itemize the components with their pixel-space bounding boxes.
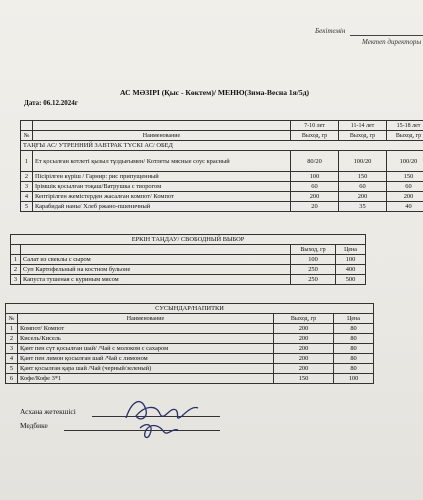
table-row: 4 Қант пен лимон қосылған шай /Чай с лимоном 200 80 — [6, 354, 374, 364]
col-yield-header-3: Выход, гр — [387, 131, 423, 141]
age-group-1: 7-10 лет — [291, 121, 339, 131]
col-number-header: № — [21, 131, 33, 141]
menu-date: Дата: 06.12.2024г — [24, 99, 78, 107]
approval-line — [350, 35, 423, 36]
table-row: 4 Кептірілген жемістерден жасалған компот/ Компот 200 200 200 — [21, 192, 423, 202]
table-row: 1 Компот/ Компот 200 80 — [6, 324, 374, 334]
section-breakfast-lunch: ТАҢҒЫ АС/ УТРЕННИЙ ЗАВТРАК ТҮСКІ АС/ ОБЕД — [21, 141, 423, 151]
col-yield-header-2: Выход, гр — [339, 131, 387, 141]
table-row: 2 Суп Картофельный на костном бульоне 250 400 — [11, 265, 366, 275]
table-row: 1 Салат из свеклы с сыром 100 100 — [11, 255, 366, 265]
approval-label: Бекітемін — [315, 27, 346, 35]
free-choice-table — [10, 234, 366, 285]
table-row: 5 Карабидай наны/ Хлеб ржано-пшеничный 20 35 40 — [21, 202, 423, 212]
drinks-col-name: Наименование — [18, 314, 274, 324]
col-yield-header-1: Выход, гр — [291, 131, 339, 141]
col-name-header: Наименование — [33, 131, 291, 141]
nurse-signature-label: Медбике — [20, 421, 48, 430]
cook-signature-label: Асхана жетекшісі — [20, 407, 76, 416]
free-col-yield: Выход, гр — [291, 245, 336, 255]
drinks-col-yield: Выход, гр — [274, 314, 334, 324]
free-col-price: Цена — [336, 245, 366, 255]
approval-position: Мектеп директоры — [362, 38, 422, 46]
menu-title: АС МӘЗІРІ (Қыс - Көктем)/ МЕНЮ(Зима-Весна 1я/5д) — [120, 88, 310, 97]
age-group-3: 15-18 лет — [387, 121, 423, 131]
drinks-col-number: № — [6, 314, 18, 324]
breakfast-table — [20, 120, 423, 212]
drinks-table — [5, 303, 374, 384]
table-row: 1 Ет қосылған котлеті қызыл тұздығымен/ Котлеты мясные соус красный 80/20 100/20 100/20 — [21, 151, 423, 172]
table-row: 3 Қант пен сүт қосылған шай/ /Чай с молоком с сахаром 200 80 — [6, 344, 374, 354]
drinks-col-price: Цена — [334, 314, 374, 324]
table-row: 3 Капуста тушеная с куриным мясом 250 500 — [11, 275, 366, 285]
table-row: 5 Қант қосылған қара шай /Чай (черный/зеленый) 200 80 — [6, 364, 374, 374]
age-group-2: 11-14 лет — [339, 121, 387, 131]
section-free-choice: ЕРКІН ТАҢДАУ/ СВОБОДНЫЙ ВЫБОР — [11, 235, 366, 245]
handwritten-signature — [120, 392, 200, 444]
table-row: 6 Кофе/Кофе 3*1 150 100 — [6, 374, 374, 384]
table-row: 2 Пісірілген күріш / Гарнир: рис припущенный 100 150 150 — [21, 172, 423, 182]
table-row: 3 Ірімшік қосылған тоқаш/Ватрушка с творогом 60 60 60 — [21, 182, 423, 192]
table-row: 2 Кисель/Кисель 200 80 — [6, 334, 374, 344]
section-drinks: СУСЫНДАР/НАПИТКИ — [6, 304, 374, 314]
